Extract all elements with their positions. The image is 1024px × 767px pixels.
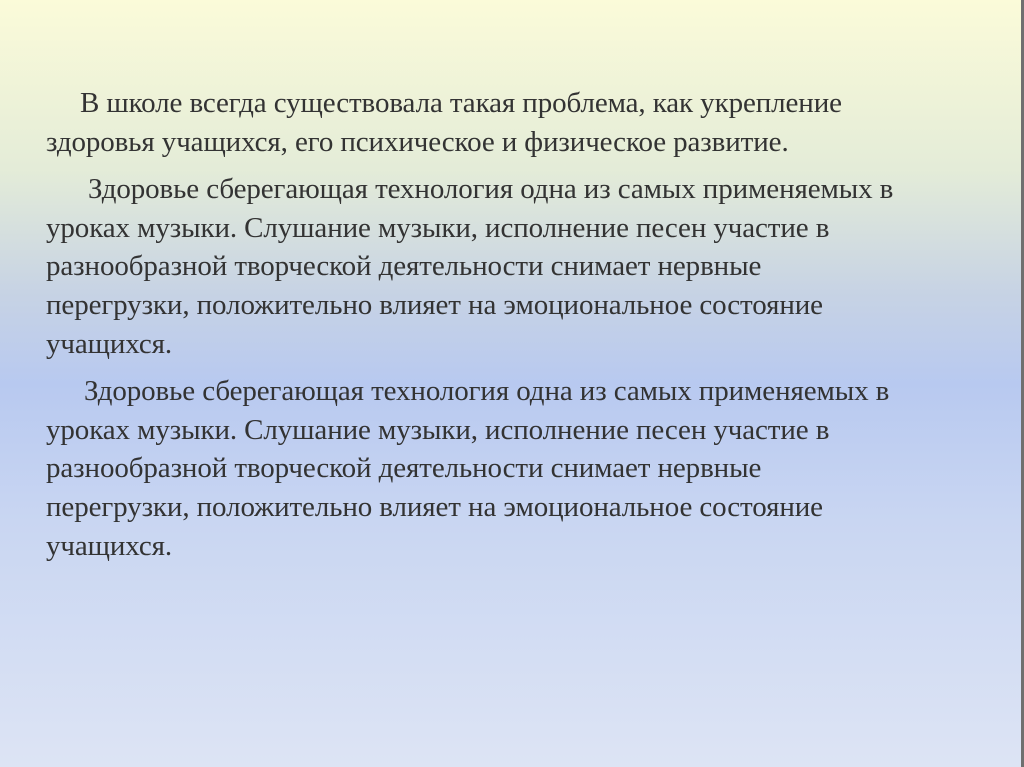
paragraph-1: В школе всегда существовала такая проблема, как укрепление здоровья учащихся, его психическое и физическое развитие. — [46, 87, 842, 158]
paragraph-3: Здоровье сберегающая технология одна из самых применяемых в уроках музыки. Слушание музыки, исполнение песен участие в разнообразной творческой деятельности снимает нервные перегрузки, положительно влияет на эмоциональное состояние учащихся. — [46, 375, 890, 562]
paragraph-2: Здоровье сберегающая технология одна из самых применяемых в уроках музыки. Слушание музыки, исполнение песен участие в разнообразной творческой деятельности снимает нервные перегрузки, положительно влияет на эмоциональное состояние учащихся. — [46, 173, 894, 360]
slide-text-body — [46, 84, 966, 565]
